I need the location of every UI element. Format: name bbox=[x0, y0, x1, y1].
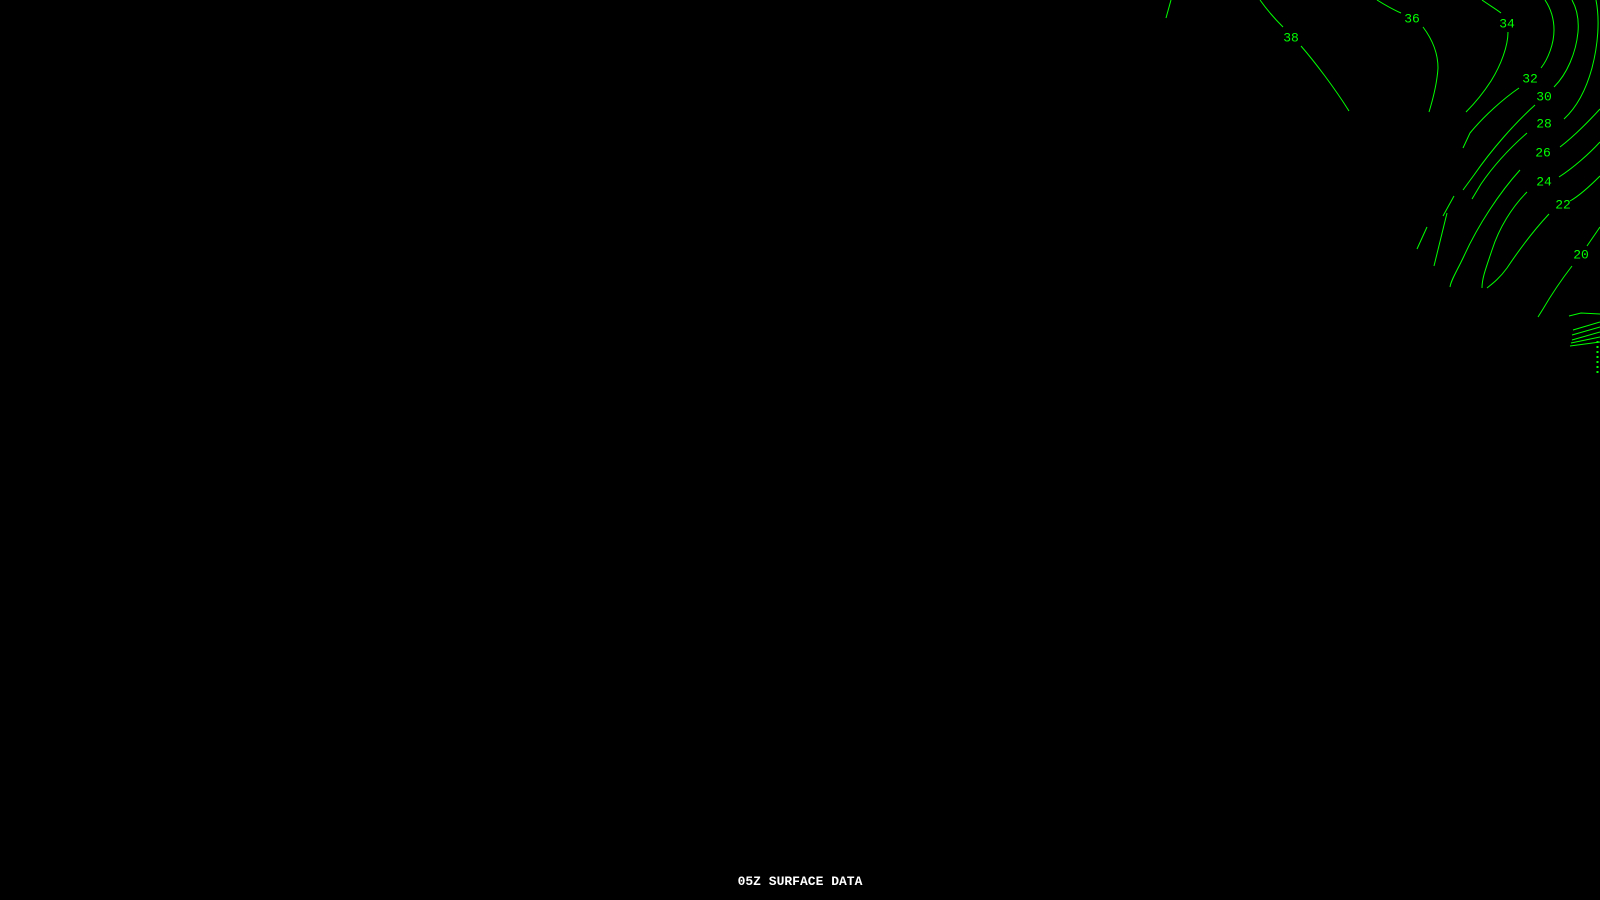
contour-label-30: 30 bbox=[1536, 89, 1552, 105]
contour-fragment-dash-3 bbox=[1434, 213, 1447, 266]
contour-label-22: 22 bbox=[1555, 197, 1571, 213]
contour-line-32-1 bbox=[1463, 88, 1519, 148]
contour-line-30-1 bbox=[1463, 105, 1535, 190]
contour-fragment-edge-tick bbox=[1166, 0, 1171, 18]
contour-line-36-0 bbox=[1377, 0, 1401, 13]
contour-fragment-dash-1 bbox=[1417, 227, 1427, 249]
contour-fragment-fan-2 bbox=[1572, 327, 1600, 335]
contour-fragment-dash-2 bbox=[1443, 196, 1454, 216]
contour-line-34-0 bbox=[1482, 0, 1501, 13]
contour-line-26-1 bbox=[1450, 170, 1520, 287]
contour-line-30-0 bbox=[1554, 0, 1578, 87]
contour-line-22-0 bbox=[1570, 176, 1600, 201]
contour-line-36-1 bbox=[1423, 27, 1438, 112]
contour-label-36: 36 bbox=[1404, 11, 1420, 27]
contour-line-20-1 bbox=[1538, 266, 1572, 317]
contour-line-38-1 bbox=[1301, 46, 1349, 111]
contour-line-34-1 bbox=[1466, 32, 1508, 112]
contour-line-26-0 bbox=[1560, 109, 1600, 147]
plot-caption: 05Z SURFACE DATA bbox=[737, 874, 863, 889]
contour-label-24: 24 bbox=[1536, 174, 1552, 190]
contour-fragment-fan-3 bbox=[1572, 332, 1600, 340]
contour-line-32-0 bbox=[1541, 0, 1554, 68]
contour-line-22-1 bbox=[1487, 214, 1549, 288]
contour-line-20-0 bbox=[1587, 227, 1600, 246]
contour-fragment-fan-horizontal bbox=[1569, 313, 1600, 316]
contour-line-38-0 bbox=[1260, 0, 1283, 27]
contour-label-20: 20 bbox=[1573, 247, 1589, 263]
contour-label-28: 28 bbox=[1536, 116, 1552, 132]
contour-label-26: 26 bbox=[1535, 145, 1551, 161]
contour-fragment-fan-1 bbox=[1573, 322, 1600, 330]
contour-label-34: 34 bbox=[1499, 16, 1515, 32]
contour-label-38: 38 bbox=[1283, 30, 1299, 46]
contour-line-24-1 bbox=[1482, 192, 1527, 288]
contour-line-24-0 bbox=[1559, 142, 1600, 177]
contour-line-28-0 bbox=[1564, 0, 1598, 119]
contour-label-32: 32 bbox=[1522, 71, 1538, 87]
